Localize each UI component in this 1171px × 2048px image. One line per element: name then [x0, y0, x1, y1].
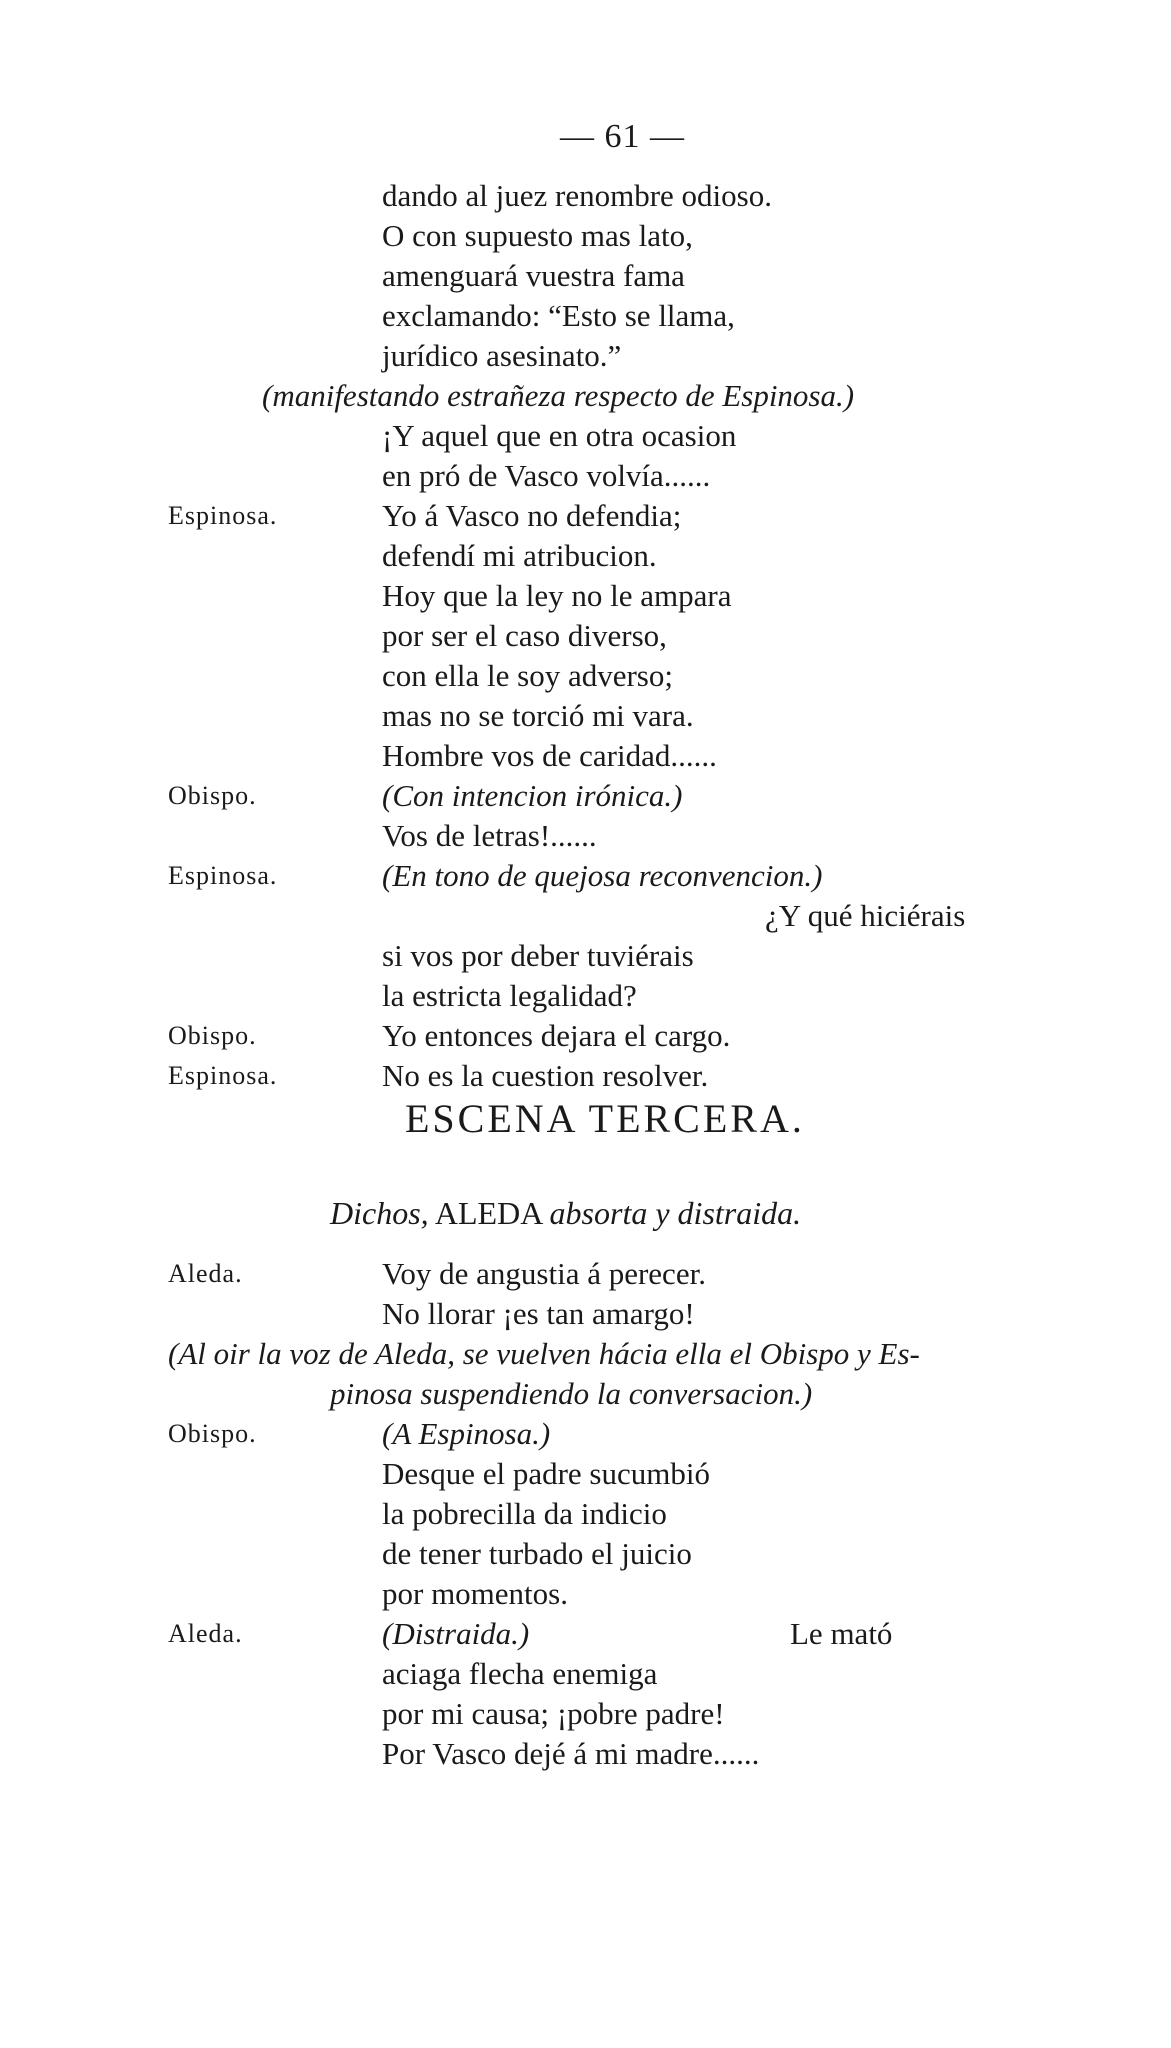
- scene-cast-desc: absorta y distraida.: [549, 1195, 802, 1231]
- verse-line: Voy de angustia á perecer.: [382, 1256, 706, 1291]
- scene-title: ESCENA TERCERA.: [405, 1096, 805, 1141]
- stage-direction: (En tono de quejosa reconvencion.): [382, 858, 823, 893]
- stage-direction: (manifestando estrañeza respecto de Espinosa.): [262, 378, 855, 413]
- verse-line: No llorar ¡es tan amargo!: [382, 1296, 695, 1331]
- speaker-obispo: Obispo.: [168, 1419, 257, 1448]
- scene-cast: [330, 1193, 801, 1233]
- stage-direction: (Con intencion irónica.): [382, 778, 683, 813]
- verse-line: Hombre vos de caridad......: [382, 738, 717, 773]
- verse-line: mas no se torció mi vara.: [382, 698, 694, 733]
- verse-line: la estricta legalidad?: [382, 978, 637, 1013]
- stage-direction: (A Espinosa.): [382, 1416, 551, 1451]
- speaker-espinosa: Espinosa.: [168, 861, 278, 890]
- verse-line: Yo á Vasco no defendia;: [382, 498, 682, 533]
- verse-line: por mi causa; ¡pobre padre!: [382, 1696, 725, 1731]
- speaker-obispo: Obispo.: [168, 781, 257, 810]
- verse-line: defendí mi atribucion.: [382, 538, 657, 573]
- scene-cast-aleda: ALEDA: [434, 1195, 542, 1231]
- verse-line: con ella le soy adverso;: [382, 658, 673, 693]
- verse-line: Desque el padre sucumbió: [382, 1456, 710, 1491]
- speaker-espinosa: Espinosa.: [168, 501, 278, 530]
- speaker-espinosa: Espinosa.: [168, 1061, 278, 1090]
- verse-line: amenguará vuestra fama: [382, 258, 685, 293]
- verse-line: No es la cuestion resolver.: [382, 1058, 709, 1093]
- stage-direction: pinosa suspendiendo la conversacion.): [330, 1376, 813, 1411]
- verse-line: en pró de Vasco volvía......: [382, 458, 711, 493]
- speaker-obispo: Obispo.: [168, 1021, 257, 1050]
- speaker-aleda: Aleda.: [168, 1619, 243, 1648]
- verse-line: Yo entonces dejara el cargo.: [382, 1018, 731, 1053]
- verse-line: Vos de letras!......: [382, 818, 597, 853]
- verse-line: de tener turbado el juicio: [382, 1536, 692, 1571]
- verse-line: O con supuesto mas lato,: [382, 218, 693, 253]
- verse-line: la pobrecilla da indicio: [382, 1496, 667, 1531]
- verse-line: exclamando: “Esto se llama,: [382, 298, 735, 333]
- verse-line: por ser el caso diverso,: [382, 618, 667, 653]
- stage-direction: (Distraida.): [382, 1616, 530, 1651]
- verse-line: Por Vasco dejé á mi madre......: [382, 1736, 760, 1771]
- verse-line: jurídico asesinato.”: [382, 338, 622, 373]
- stage-direction: (Al oir la voz de Aleda, se vuelven hácia ella el Obispo y Es-: [168, 1336, 920, 1371]
- verse-line: aciaga flecha enemiga: [382, 1656, 658, 1691]
- page-number: — 61 —: [560, 118, 685, 155]
- verse-line: ¿Y qué hiciérais: [765, 898, 966, 933]
- verse-line: si vos por deber tuviérais: [382, 938, 694, 973]
- verse-line: Hoy que la ley no le ampara: [382, 578, 732, 613]
- verse-line: por momentos.: [382, 1576, 568, 1611]
- verse-line: ¡Y aquel que en otra ocasion: [382, 418, 737, 453]
- scene-cast-dichos: Dichos,: [330, 1195, 429, 1231]
- verse-line: dando al juez renombre odioso.: [382, 178, 772, 213]
- verse-line: Le mató: [790, 1616, 893, 1651]
- speaker-aleda: Aleda.: [168, 1259, 243, 1288]
